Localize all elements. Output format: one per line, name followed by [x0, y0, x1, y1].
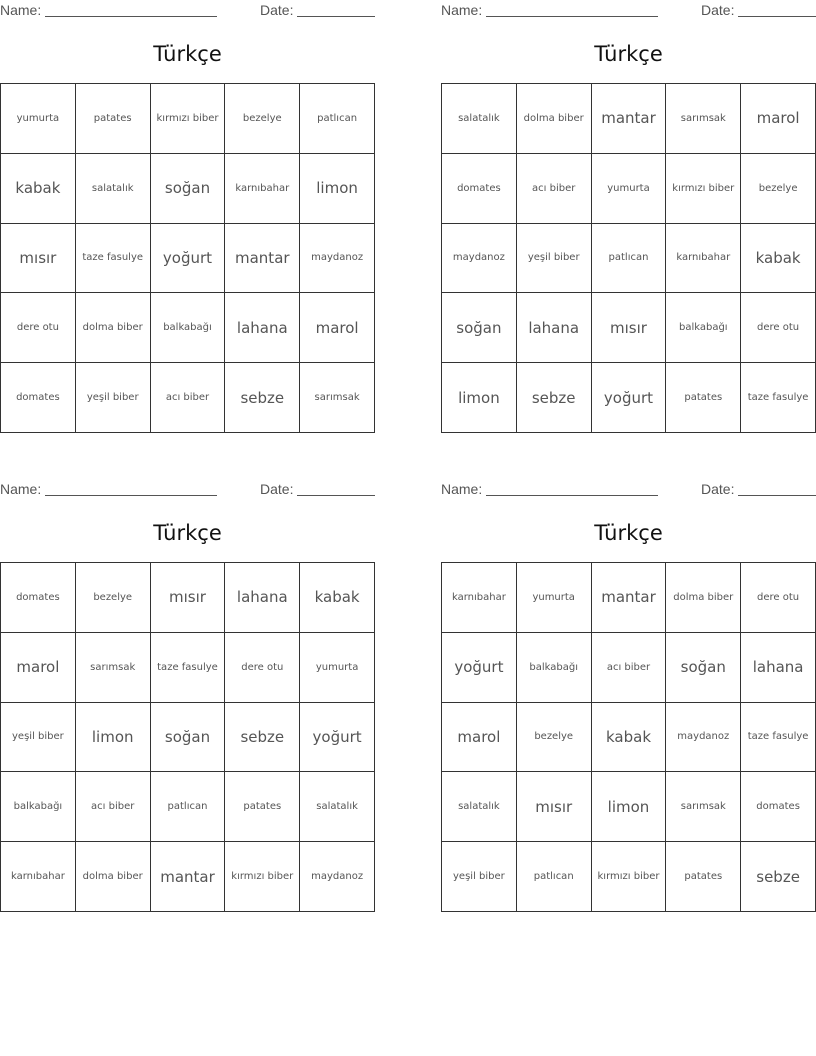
bingo-cell: limon — [300, 154, 375, 224]
date-label: Date: — [260, 481, 294, 497]
bingo-grid — [441, 83, 816, 433]
name-label: Name: — [0, 2, 42, 18]
bingo-cell: mısır — [151, 563, 226, 633]
bingo-cell: yeşil biber — [442, 842, 517, 912]
bingo-cell: patates — [666, 842, 741, 912]
bingo-cell: patates — [666, 363, 741, 433]
bingo-card-1 — [0, 0, 375, 435]
name-date-row — [0, 0, 375, 22]
bingo-cell: yeşil biber — [76, 363, 151, 433]
bingo-cell: bezelye — [741, 154, 816, 224]
card-title: Türkçe — [153, 521, 222, 545]
bingo-cell: salatalık — [76, 154, 151, 224]
name-date-row — [441, 479, 816, 501]
bingo-cell: kırmızı biber — [151, 84, 226, 154]
bingo-cell: patates — [225, 772, 300, 842]
bingo-cell: yeşil biber — [517, 224, 592, 294]
bingo-cell: yumurta — [592, 154, 667, 224]
bingo-cell: yumurta — [517, 563, 592, 633]
name-date-row — [441, 0, 816, 22]
bingo-cell: domates — [741, 772, 816, 842]
bingo-cell: soğan — [151, 154, 226, 224]
card-title: Türkçe — [153, 42, 222, 66]
bingo-cell: acı biber — [592, 633, 667, 703]
bingo-cell: limon — [442, 363, 517, 433]
bingo-cell: sebze — [225, 703, 300, 773]
bingo-cell: balkabağı — [1, 772, 76, 842]
bingo-cell: bezelye — [76, 563, 151, 633]
bingo-cell: lahana — [741, 633, 816, 703]
bingo-cell: limon — [76, 703, 151, 773]
bingo-cell: kabak — [1, 154, 76, 224]
bingo-cell: sebze — [741, 842, 816, 912]
bingo-card-3 — [0, 479, 375, 914]
bingo-cell: salatalık — [442, 772, 517, 842]
bingo-cell: mantar — [592, 84, 667, 154]
bingo-cell: taze fasulye — [151, 633, 226, 703]
bingo-cell: marol — [1, 633, 76, 703]
bingo-cell: dere otu — [225, 633, 300, 703]
bingo-cell: patlıcan — [517, 842, 592, 912]
bingo-cell: mantar — [151, 842, 226, 912]
bingo-cell: kırmızı biber — [666, 154, 741, 224]
bingo-cell: marol — [442, 703, 517, 773]
card-title: Türkçe — [594, 521, 663, 545]
bingo-cell: sebze — [517, 363, 592, 433]
bingo-cell: kabak — [592, 703, 667, 773]
name-line — [486, 16, 658, 17]
bingo-cell: domates — [1, 563, 76, 633]
bingo-cell: mantar — [592, 563, 667, 633]
date-line — [738, 16, 816, 17]
bingo-cell: patlıcan — [151, 772, 226, 842]
bingo-cell: dolma biber — [666, 563, 741, 633]
bingo-card-4 — [441, 479, 816, 914]
bingo-cell: marol — [741, 84, 816, 154]
bingo-cell: dere otu — [741, 563, 816, 633]
bingo-cell: maydanoz — [442, 224, 517, 294]
bingo-cell: dolma biber — [517, 84, 592, 154]
bingo-cell: kırmızı biber — [225, 842, 300, 912]
bingo-grid — [0, 83, 375, 433]
bingo-cell: sarımsak — [666, 772, 741, 842]
name-label: Name: — [0, 481, 42, 497]
bingo-cell: balkabağı — [151, 293, 226, 363]
bingo-cell: mısır — [592, 293, 667, 363]
bingo-cell: maydanoz — [666, 703, 741, 773]
bingo-cell: yeşil biber — [1, 703, 76, 773]
bingo-cell: bezelye — [517, 703, 592, 773]
bingo-cell: taze fasulye — [741, 363, 816, 433]
bingo-cell: sarımsak — [666, 84, 741, 154]
bingo-cell: yoğurt — [442, 633, 517, 703]
bingo-cell: soğan — [666, 633, 741, 703]
bingo-grid — [441, 562, 816, 912]
bingo-cell: yoğurt — [300, 703, 375, 773]
bingo-cell: limon — [592, 772, 667, 842]
bingo-cell: yumurta — [300, 633, 375, 703]
bingo-cell: sarımsak — [76, 633, 151, 703]
bingo-cell: soğan — [151, 703, 226, 773]
name-label: Name: — [441, 481, 483, 497]
bingo-cell: yoğurt — [151, 224, 226, 294]
bingo-cell: patlıcan — [300, 84, 375, 154]
bingo-cell: taze fasulye — [76, 224, 151, 294]
name-label: Name: — [441, 2, 483, 18]
bingo-cell: mantar — [225, 224, 300, 294]
bingo-cell: taze fasulye — [741, 703, 816, 773]
name-line — [45, 495, 217, 496]
bingo-cell: kabak — [741, 224, 816, 294]
bingo-cell: patates — [76, 84, 151, 154]
bingo-cell: dere otu — [741, 293, 816, 363]
bingo-cell: dolma biber — [76, 842, 151, 912]
bingo-cell: kabak — [300, 563, 375, 633]
bingo-cell: lahana — [225, 563, 300, 633]
bingo-cell: salatalık — [442, 84, 517, 154]
bingo-cell: karnıbahar — [442, 563, 517, 633]
bingo-cell: mısır — [1, 224, 76, 294]
bingo-cell: soğan — [442, 293, 517, 363]
date-label: Date: — [701, 2, 735, 18]
bingo-cell: balkabağı — [517, 633, 592, 703]
bingo-cell: domates — [1, 363, 76, 433]
date-line — [297, 16, 375, 17]
bingo-cell: dolma biber — [76, 293, 151, 363]
name-line — [486, 495, 658, 496]
bingo-cell: karnıbahar — [225, 154, 300, 224]
bingo-cell: kırmızı biber — [592, 842, 667, 912]
bingo-cell: sarımsak — [300, 363, 375, 433]
bingo-cell: bezelye — [225, 84, 300, 154]
bingo-cell: domates — [442, 154, 517, 224]
bingo-cell: acı biber — [151, 363, 226, 433]
bingo-cell: marol — [300, 293, 375, 363]
bingo-cell: acı biber — [76, 772, 151, 842]
bingo-cell: yumurta — [1, 84, 76, 154]
bingo-cell: karnıbahar — [666, 224, 741, 294]
card-title: Türkçe — [594, 42, 663, 66]
date-line — [738, 495, 816, 496]
bingo-cell: acı biber — [517, 154, 592, 224]
bingo-cell: karnıbahar — [1, 842, 76, 912]
date-label: Date: — [260, 2, 294, 18]
bingo-cell: lahana — [517, 293, 592, 363]
bingo-cell: mısır — [517, 772, 592, 842]
date-label: Date: — [701, 481, 735, 497]
bingo-cell: lahana — [225, 293, 300, 363]
bingo-cell: maydanoz — [300, 224, 375, 294]
bingo-cell: balkabağı — [666, 293, 741, 363]
bingo-cell: maydanoz — [300, 842, 375, 912]
bingo-cell: patlıcan — [592, 224, 667, 294]
bingo-cell: sebze — [225, 363, 300, 433]
bingo-cell: salatalık — [300, 772, 375, 842]
name-date-row — [0, 479, 375, 501]
name-line — [45, 16, 217, 17]
date-line — [297, 495, 375, 496]
bingo-cell: yoğurt — [592, 363, 667, 433]
bingo-cell: dere otu — [1, 293, 76, 363]
bingo-grid — [0, 562, 375, 912]
bingo-card-2 — [441, 0, 816, 435]
